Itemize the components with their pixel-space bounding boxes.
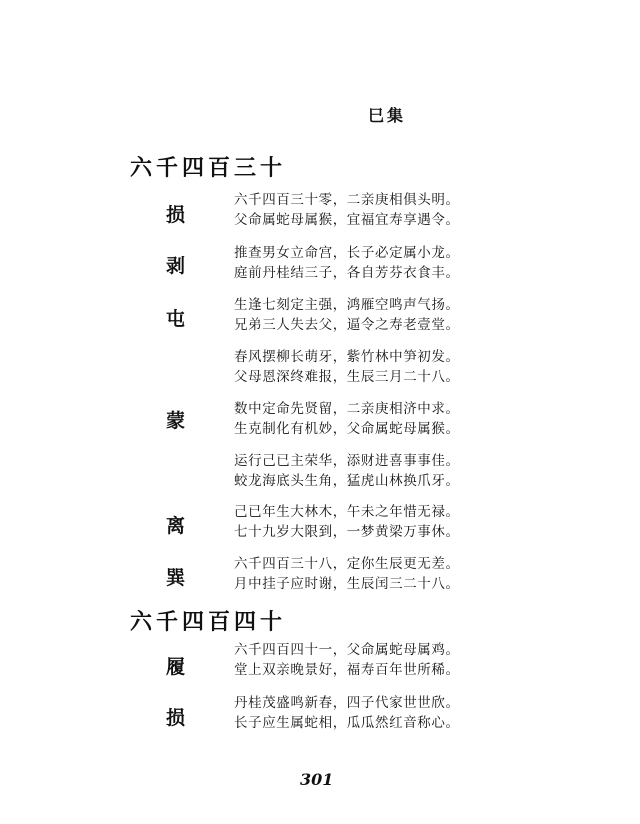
verse-block — [234, 640, 460, 680]
side-label: 屯 — [166, 308, 186, 330]
verse-block — [234, 554, 460, 594]
side-label: 离 — [166, 515, 186, 537]
verse-line: 七十九岁大限到，一梦黄梁万事休。 — [234, 524, 460, 540]
side-label: 履 — [166, 656, 186, 678]
page-number: 301 — [300, 770, 334, 789]
side-label: 损 — [166, 707, 186, 729]
verse-block — [234, 399, 460, 439]
verse-line: 蛟龙海底头生角，猛虎山林换爪牙。 — [234, 473, 460, 489]
verse-line: 数中定命先贤留，二亲庚相济中求。 — [234, 401, 460, 417]
verse-line: 堂上双亲晚景好，福寿百年世所稀。 — [234, 662, 460, 678]
section-title: 六千四百四十 — [130, 609, 287, 635]
collection-title: 巳集 — [368, 106, 407, 125]
verse-block — [234, 502, 460, 542]
verse-block — [234, 347, 460, 387]
side-label: 蒙 — [166, 410, 186, 432]
verse-block — [234, 295, 460, 335]
verse-line: 生逢七刻定主强，鸿雁空鸣声气扬。 — [234, 297, 460, 313]
verse-line: 生克制化有机妙，父命属蛇母属猴。 — [234, 421, 460, 437]
side-label: 损 — [166, 204, 186, 226]
side-label: 剥 — [166, 255, 186, 277]
verse-line: 丹桂茂盛鸣新春，四子代家世世欣。 — [234, 695, 460, 711]
verse-block — [234, 693, 460, 733]
verse-line: 推查男女立命宫，长子必定属小龙。 — [234, 245, 460, 261]
verse-line: 父命属蛇母属猴，宜福宜寿享遇令。 — [234, 212, 460, 228]
verse-line: 己已年生大林木，午未之年惜无禄。 — [234, 504, 460, 520]
verse-line: 庭前丹桂结三子，各自芳芬衣食丰。 — [234, 265, 460, 281]
verse-line: 运行己已主荣华，添财进喜事事佳。 — [234, 453, 460, 469]
section-title: 六千四百三十 — [130, 155, 287, 181]
verse-line: 六千四百三十八，定你生辰更无差。 — [234, 556, 460, 572]
verse-line: 春风摆柳长萌牙，紫竹林中笋初发。 — [234, 349, 460, 365]
verse-block — [234, 190, 460, 230]
side-label: 巽 — [166, 567, 186, 589]
verse-line: 六千四百四十一，父命属蛇母属鸡。 — [234, 642, 460, 658]
verse-line: 月中挂子应时谢，生辰闰三二十八。 — [234, 576, 460, 592]
verse-block — [234, 243, 460, 283]
verse-line: 六千四百三十零，二亲庚相俱头明。 — [234, 192, 460, 208]
verse-line: 兄弟三人失去父，逼令之寿老壹堂。 — [234, 317, 460, 333]
verse-block — [234, 451, 460, 491]
verse-line: 父母恩深终难报，生辰三月二十八。 — [234, 369, 460, 385]
verse-line: 长子应生属蛇相，瓜瓜然红音称心。 — [234, 715, 460, 731]
